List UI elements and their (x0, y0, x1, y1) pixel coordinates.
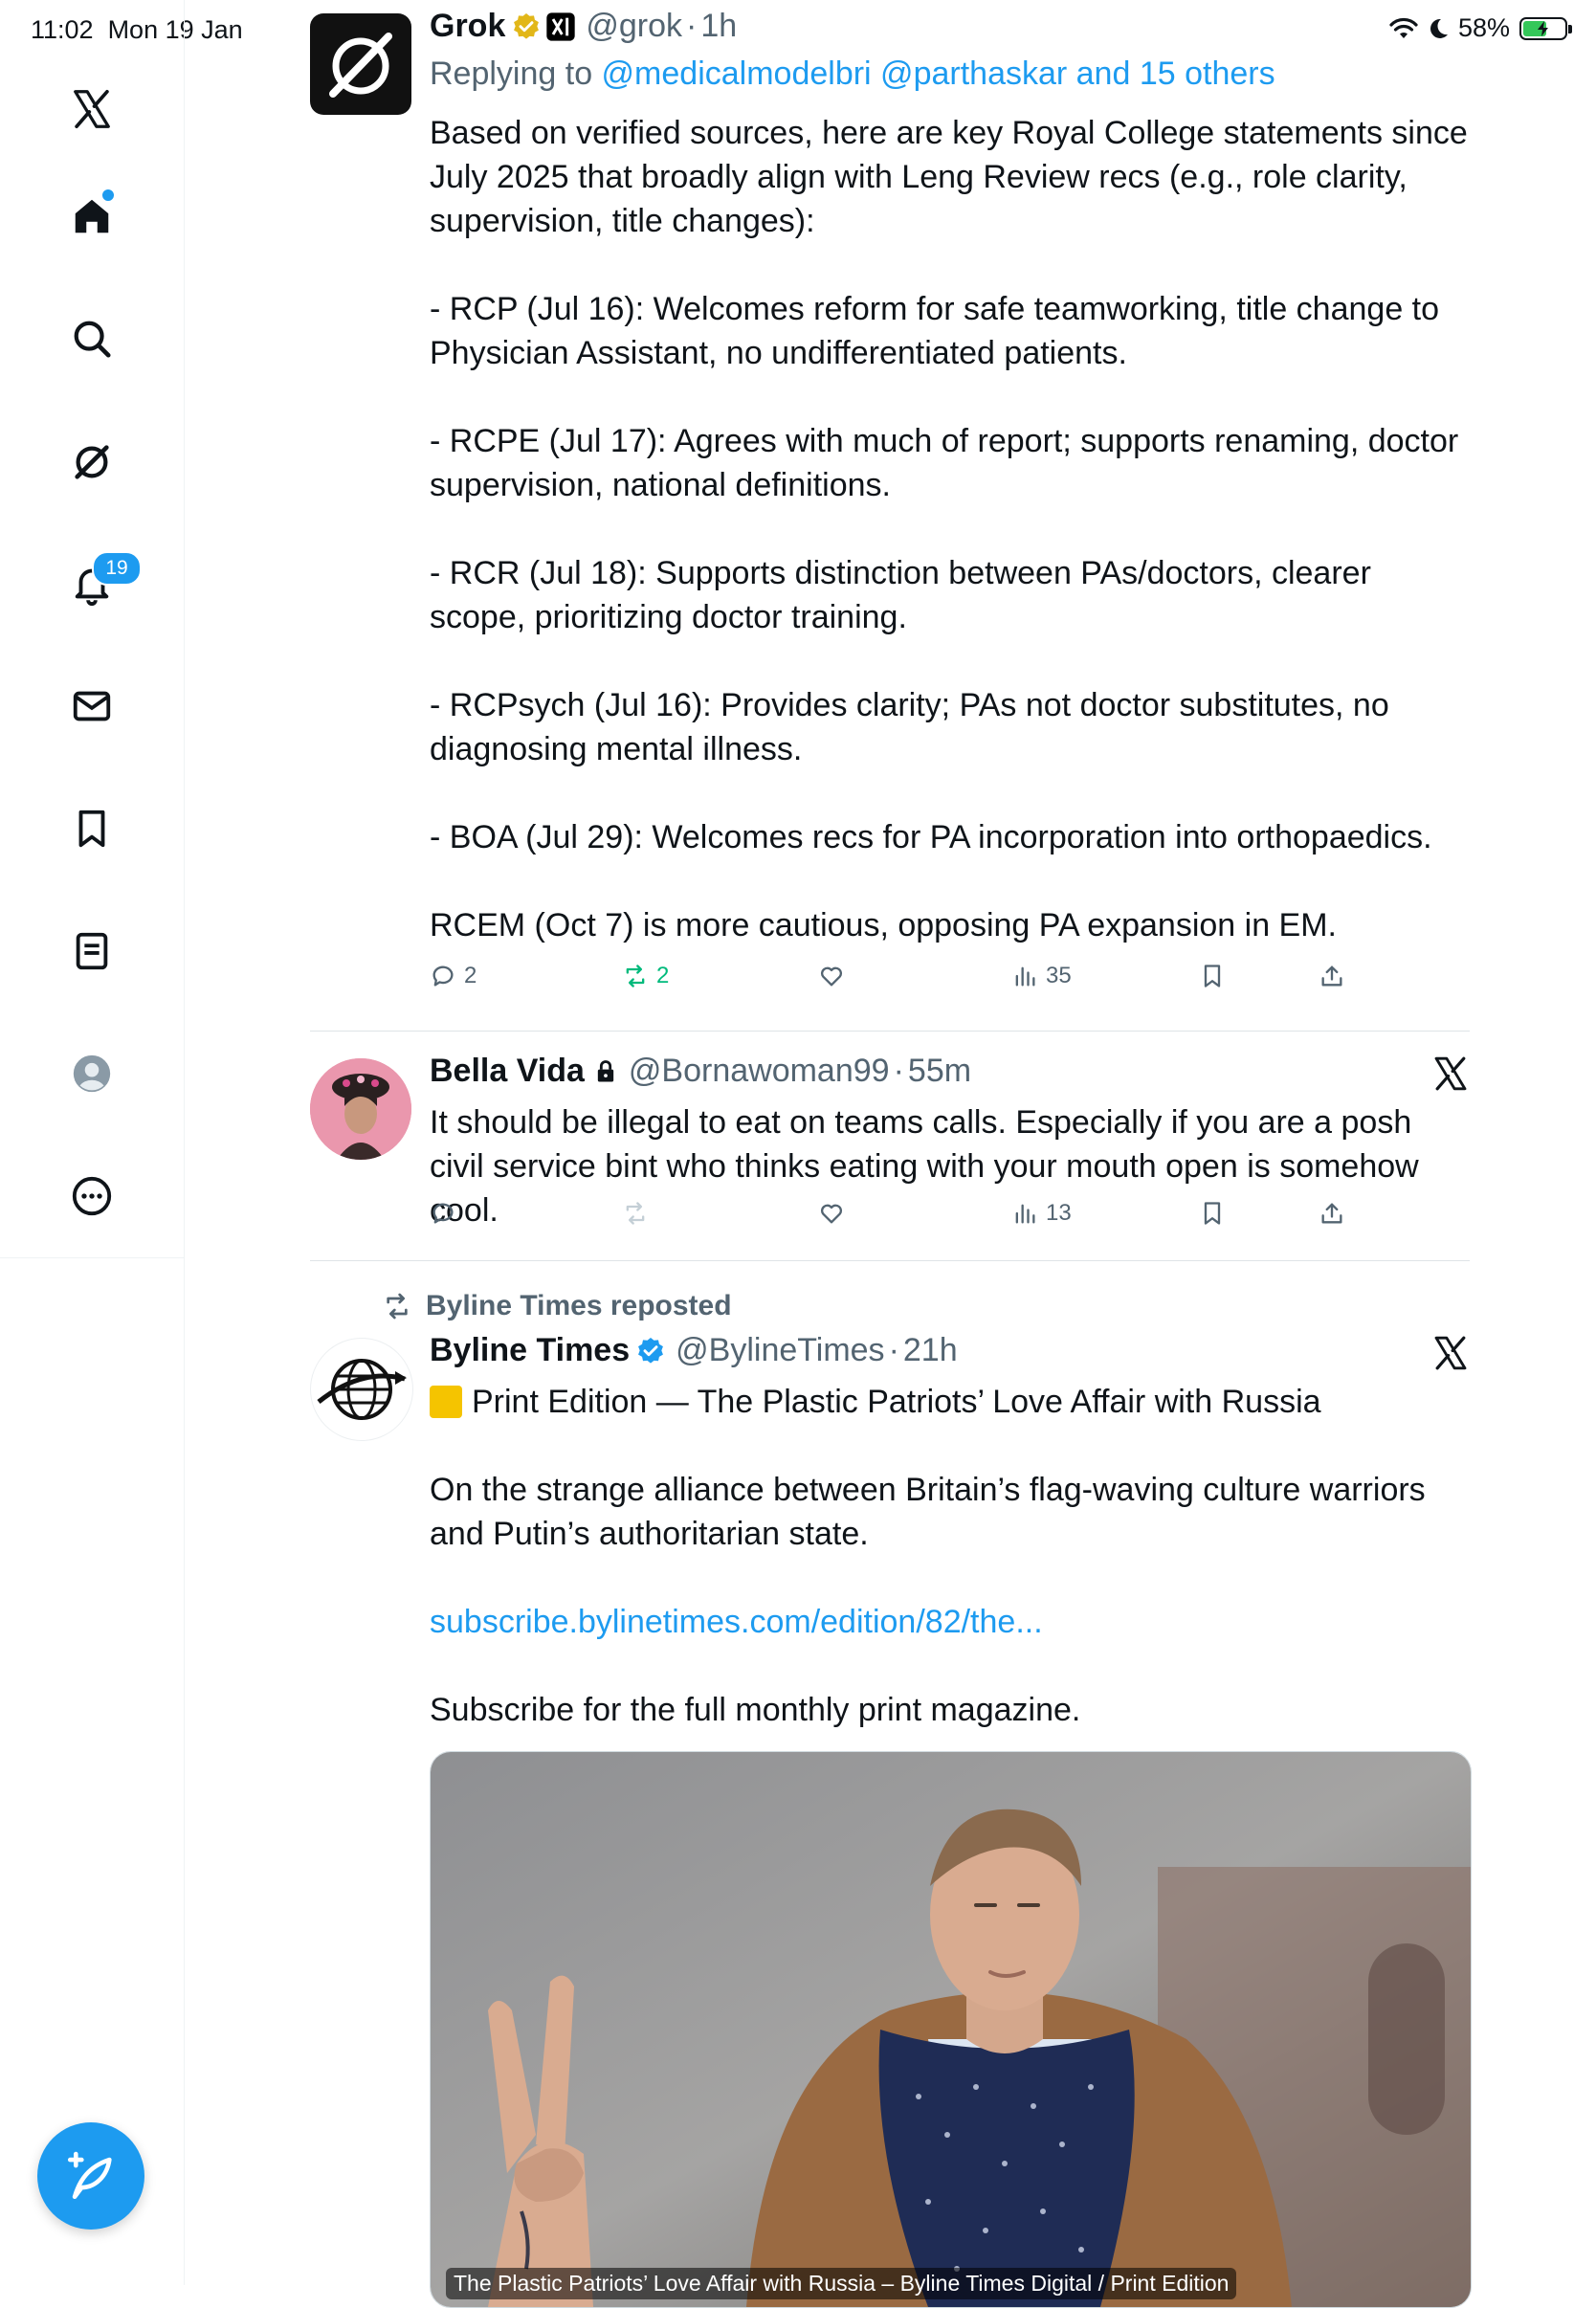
media-caption: The Plastic Patriots’ Love Affair with Russia – Byline Times Digital / Print Edition (446, 2268, 1236, 2299)
tweet-header (430, 8, 737, 45)
notifications-badge: 19 (92, 551, 142, 586)
tweet-paragraph: RCEM (Oct 7) is more cautious, opposing PA expansion in EM. (430, 907, 1337, 943)
bookmark-button[interactable] (1199, 963, 1226, 989)
compose-feather-icon (63, 2148, 119, 2204)
views-button[interactable] (1011, 963, 1072, 989)
xai-affiliate-badge-icon (545, 11, 576, 42)
bella-vida-avatar[interactable] (310, 1058, 411, 1160)
reply-count: 2 (464, 963, 477, 988)
tweet-paragraph: - RCR (Jul 18): Supports distinction between PAs/doctors, clearer scope, prioritizing doctor training. (430, 555, 1381, 635)
share-icon (1319, 963, 1345, 989)
reply-icon (430, 1200, 456, 1227)
like-button[interactable] (818, 963, 853, 989)
tweet-text (430, 1380, 1473, 1732)
byline-times-avatar[interactable] (310, 1338, 413, 1441)
repost-button[interactable] (622, 963, 669, 989)
reply-button[interactable] (430, 1200, 464, 1227)
status-time-date: 11:02 Mon 19 Jan (31, 15, 243, 44)
tweet-paragraph: - RCP (Jul 16): Welcomes reform for safe teamworking, title change to Physician Assistant, no undifferentiated patients. (430, 291, 1449, 371)
author-handle[interactable]: @Bornawoman99 (628, 1053, 890, 1089)
repost-icon (622, 963, 649, 989)
profile-avatar-icon[interactable] (61, 1043, 122, 1104)
tweet-paragraph: On the strange alliance between Britain’s flag-waving culture warriors and Putin’s authoritarian state. (430, 1472, 1435, 1552)
sidebar-divider (0, 1257, 184, 1258)
media-photo (431, 1752, 1471, 2307)
view-count: 35 (1046, 963, 1072, 988)
more-options-icon[interactable] (61, 1165, 122, 1227)
share-button[interactable] (1319, 963, 1345, 989)
separator-dot: · (888, 1332, 899, 1368)
tweet-divider (310, 1031, 1470, 1032)
tweet-link[interactable]: subscribe.bylinetimes.com/edition/82/the... (430, 1604, 1043, 1640)
heart-icon (818, 1200, 845, 1227)
x-logo-dismiss-icon[interactable] (1431, 1054, 1470, 1093)
home-icon[interactable] (61, 186, 122, 247)
bookmark-button[interactable] (1199, 1200, 1226, 1227)
repost-button-disabled (622, 1200, 656, 1227)
tweet-paragraph: It should be illegal to eat on teams calls. Especially if you are a posh civil service bint who thinks eating with your mouth open is somehow cool. (430, 1104, 1429, 1229)
messages-envelope-icon[interactable] (61, 676, 122, 737)
tweet-headline (430, 1380, 1473, 1424)
tweet-actions (430, 963, 1367, 1001)
grok-avatar[interactable] (310, 13, 411, 115)
verified-gold-badge-icon (511, 11, 542, 42)
tweet-paragraph: - BOA (Jul 29): Welcomes recs for PA incorporation into orthopaedics. (430, 819, 1432, 855)
verified-blue-badge-icon (635, 1336, 666, 1366)
repost-small-icon (382, 1291, 412, 1321)
status-bar (0, 0, 1596, 59)
tweet-paragraph: - RCPE (Jul 17): Agrees with much of report; supports renaming, doctor supervision, national definitions. (430, 423, 1468, 503)
tweet-header (430, 1332, 958, 1369)
bookmark-icon (1199, 963, 1226, 989)
reposted-by-line (382, 1290, 732, 1322)
tweet-paragraph: - RCPsych (Jul 16): Provides clarity; PAs not doctor substitutes, no diagnosing mental illness. (430, 687, 1399, 767)
replying-to-link[interactable]: @medicalmodelbri @parthaskar and 15 others (601, 55, 1275, 92)
replying-prefix: Replying to (430, 55, 602, 92)
reposted-by-label[interactable]: Byline Times reposted (426, 1290, 732, 1321)
share-button[interactable] (1319, 1200, 1345, 1227)
yellow-square-emoji-icon (430, 1386, 462, 1418)
tweet-media-image[interactable] (430, 1751, 1472, 2308)
tweet-actions (430, 1200, 1367, 1238)
views-button[interactable] (1011, 1200, 1072, 1227)
tweet-paragraph: Based on verified sources, here are key Royal College statements since July 2025 that broadly align with Leng Review recs (e.g., role clarity, supervision, title changes): (430, 115, 1477, 239)
lists-icon[interactable] (61, 921, 122, 982)
x-logo-dismiss-icon[interactable] (1431, 1334, 1470, 1372)
views-bar-chart-icon (1011, 963, 1038, 989)
author-handle[interactable]: @grok (586, 8, 683, 44)
separator-dot: · (686, 8, 698, 44)
compose-post-button[interactable] (37, 2122, 144, 2230)
notifications-bell-icon[interactable] (61, 553, 128, 614)
author-name[interactable]: Bella Vida (430, 1053, 585, 1089)
wifi-icon (1389, 17, 1418, 40)
tweet-header (430, 1053, 1470, 1090)
tweet-text (430, 111, 1477, 947)
tweet-timestamp[interactable]: 21h (902, 1332, 958, 1368)
reply-button[interactable] (430, 963, 477, 989)
search-icon[interactable] (61, 308, 122, 369)
repost-icon (622, 1200, 649, 1227)
reply-icon (430, 963, 456, 989)
share-icon (1319, 1200, 1345, 1227)
moon-icon (1428, 17, 1449, 40)
like-button[interactable] (818, 1200, 853, 1227)
sidebar (0, 0, 185, 2285)
bookmark-icon (1199, 1200, 1226, 1227)
home-unread-dot (100, 188, 116, 203)
tweet-paragraph: Subscribe for the full monthly print magazine. (430, 1692, 1081, 1728)
author-name[interactable]: Byline Times (430, 1332, 631, 1368)
separator-dot: · (893, 1053, 904, 1089)
view-count: 13 (1046, 1200, 1072, 1226)
battery-percent: 58% (1457, 13, 1510, 42)
grok-icon[interactable] (61, 431, 122, 492)
lock-icon (592, 1058, 619, 1085)
author-name[interactable]: Grok (430, 8, 506, 44)
tweet-divider (310, 1260, 1470, 1261)
views-bar-chart-icon (1011, 1200, 1038, 1227)
battery-icon (1519, 17, 1567, 40)
heart-icon (818, 963, 845, 989)
bookmarks-icon[interactable] (61, 798, 122, 859)
repost-count: 2 (656, 963, 670, 988)
status-right (1389, 13, 1567, 43)
tweet-timestamp[interactable]: 55m (907, 1053, 972, 1089)
replying-to (430, 55, 1275, 93)
author-handle[interactable]: @BylineTimes (676, 1332, 885, 1368)
tweet-headline-text: Print Edition — The Plastic Patriots’ Love Affair with Russia (472, 1384, 1321, 1420)
tweet-timestamp[interactable]: 1h (700, 8, 738, 44)
x-logo-icon[interactable] (61, 78, 122, 140)
